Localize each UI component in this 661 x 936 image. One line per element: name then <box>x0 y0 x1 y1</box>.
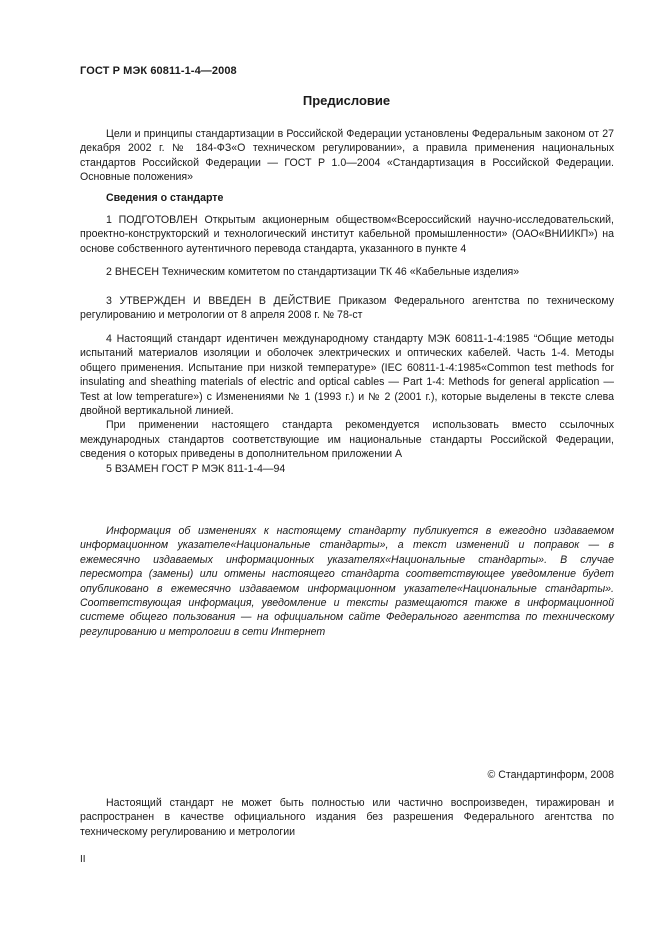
notice-block <box>80 524 614 639</box>
item-1-block <box>80 213 614 256</box>
item-identical-note: При применении настоящего стандарта рекомендуется использовать вместо ссылочных международных стандартов соответствующие им национальные стандарты Российской Федерации, сведения о которых приведены в дополнительном приложении А <box>80 419 614 461</box>
reproduction-notice: Настоящий стандарт не может быть полностью или частично воспроизведен, тиражирован и распространен в качестве официального издания без разрешения Федерального агентства по техническому регулированию и метрологии <box>80 797 614 838</box>
item-identical: 4 Настоящий стандарт идентичен международному стандарту МЭК 60811-1-4:1985 “Общие методы испытаний материалов изоляции и оболочек электрических и оптических кабелей. Часть 1-4. Методы общего применения. Испытание при низкой температуре» (IEC 60811-1-4:1985«Common test methods for insulating and sheathing materials of electric and optical cables — Part 1-4: Methods for general application — Test at low temperature») с Изменениями № 1 (1993 г.) и № 2 (2001 г.), которые выделены в тексте слева двойной вертикальной линией. <box>80 333 614 418</box>
changes-notice: Информация об изменениях к настоящему стандарту публикуется в ежегодно издаваемом информационном указателе«Национальные стандарты», а текст изменений и поправок — в ежемесячно издаваемых информационных указателях«Национальные стандарты». В случае пересмотра (замены) или отмены настоящего стандарта соответствующее уведомление будет опубликовано в ежемесячно издаваемом информационном указателе«Национальные стандарты». Соответствующая информация, уведомление и тексты размещаются также в информационной системе общего пользования — на официальном сайте Федерального агентства по техническому регулированию и метрологии в сети Интернет <box>80 525 614 638</box>
item-prepared: 1 ПОДГОТОВЛЕН Открытым акционерным обществом«Всероссийский научно-исследовательский, проектно-конструкторский и технологический институт кабельной промышленности» (ОАО«ВНИИКП») на основе собственного аутентичного перевода стандарта, указанного в пункте 4 <box>80 214 614 255</box>
reproduction-block <box>80 796 614 839</box>
item-2-block <box>80 265 614 279</box>
info-heading: Сведения о стандарте <box>106 192 224 204</box>
preface-intro-block <box>80 127 614 185</box>
item-5-block <box>80 462 614 476</box>
item-approved: 3 УТВЕРЖДЕН И ВВЕДЕН В ДЕЙСТВИЕ Приказом Федерального агентства по техническому регулированию и метрологии от 8 апреля 2008 г. № 78-ст <box>80 295 614 322</box>
preface-title: Предисловие <box>302 93 391 108</box>
item-introduced: 2 ВНЕСЕН Техническим комитетом по стандартизации ТК 46 «Кабельные изделия» <box>106 266 520 278</box>
copyright-line: © Стандартинформ, 2008 <box>487 769 614 781</box>
standard-code: ГОСТ Р МЭК 60811-1-4—2008 <box>80 65 237 77</box>
preface-intro: Цели и принципы стандартизации в Российской Федерации установлены Федеральным законом от 27 декабря 2002 г. № 184-ФЗ«О техническом регулировании», а правила применения национальных стандартов Российской Федерации — ГОСТ Р 1.0—2004 «Стандартизация в Российской Федерации. Основные положения» <box>80 128 614 184</box>
info-heading-block <box>80 191 614 205</box>
item-3-block <box>80 294 614 323</box>
item-4-block <box>80 332 614 462</box>
item-replaces: 5 ВЗАМЕН ГОСТ Р МЭК 811-1-4—94 <box>106 463 286 475</box>
page-number: II <box>80 854 86 865</box>
